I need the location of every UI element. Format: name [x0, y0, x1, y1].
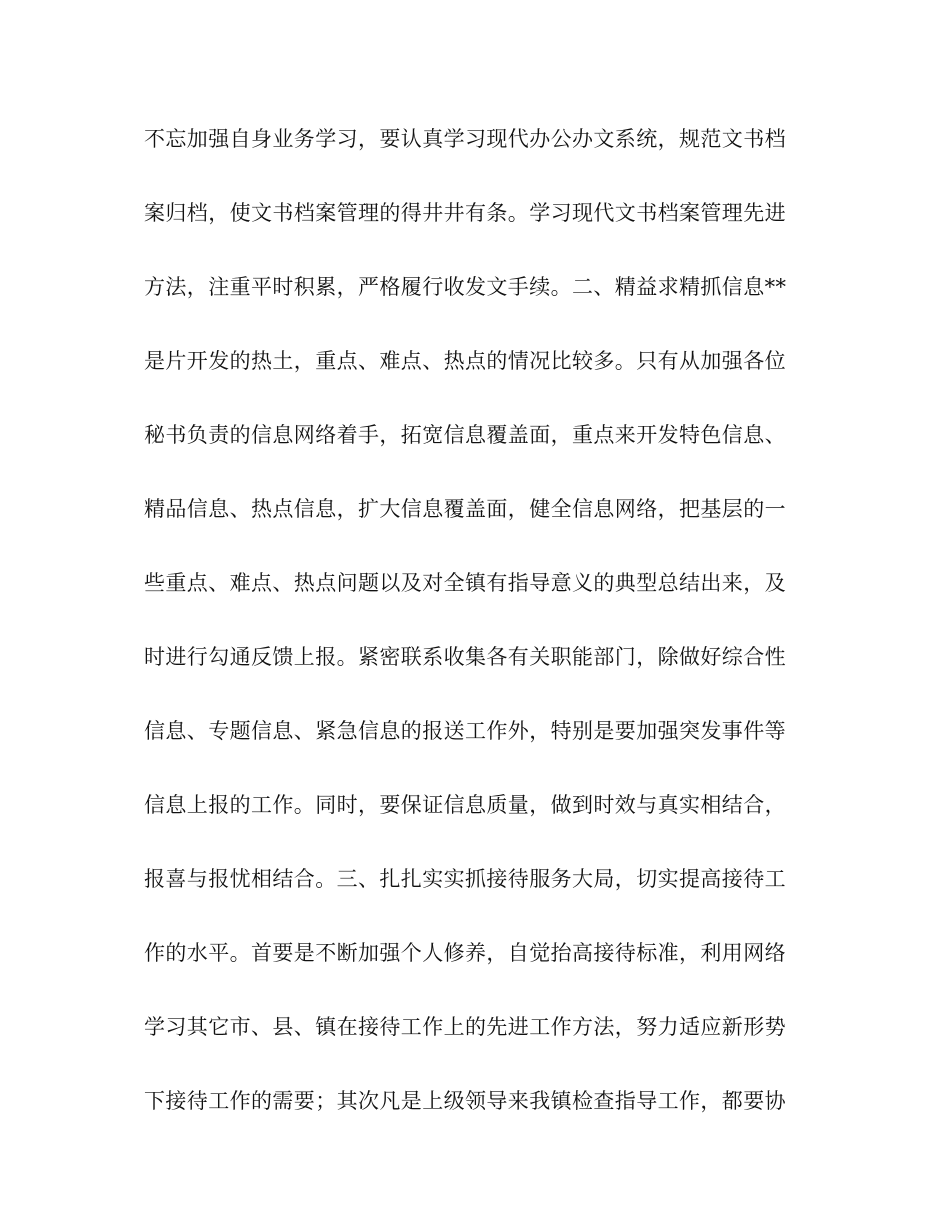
text-line-4: 是片开发的热土，重点、难点、热点的情况比较多。只有从加强各位	[144, 349, 786, 373]
text-line-12: 作的水平。首要是不断加强个人修养，自觉抬高接待标准，利用网络	[144, 941, 786, 965]
text-line-2: 案归档，使文书档案管理的得井井有条。学习现代文书档案管理先进	[144, 201, 786, 225]
body-text	[144, 118, 804, 1154]
text-line-6: 精品信息、热点信息，扩大信息覆盖面，健全信息网络，把基层的一	[144, 497, 786, 521]
text-line-10: 信息上报的工作。同时，要保证信息质量，做到时效与真实相结合，	[144, 793, 786, 817]
text-line-14: 下接待工作的需要；其次凡是上级领导来我镇检查指导工作，都要协	[144, 1089, 786, 1113]
text-line-8: 时进行勾通反馈上报。紧密联系收集各有关职能部门，除做好综合性	[144, 645, 786, 669]
text-line-3: 方法，注重平时积累，严格履行收发文手续。二、精益求精抓信息**	[144, 275, 787, 299]
text-line-11: 报喜与报忧相结合。三、扎扎实实抓接待服务大局，切实提高接待工	[144, 867, 786, 891]
text-line-13: 学习其它市、县、镇在接待工作上的先进工作方法，努力适应新形势	[144, 1015, 786, 1039]
text-line-9: 信息、专题信息、紧急信息的报送工作外，特别是要加强突发事件等	[144, 719, 786, 743]
text-line-1: 不忘加强自身业务学习，要认真学习现代办公办文系统，规范文书档	[144, 127, 786, 151]
text-line-7: 些重点、难点、热点问题以及对全镇有指导意义的典型总结出来，及	[144, 571, 786, 595]
text-line-5: 秘书负责的信息网络着手，拓宽信息覆盖面，重点来开发特色信息、	[144, 423, 786, 447]
